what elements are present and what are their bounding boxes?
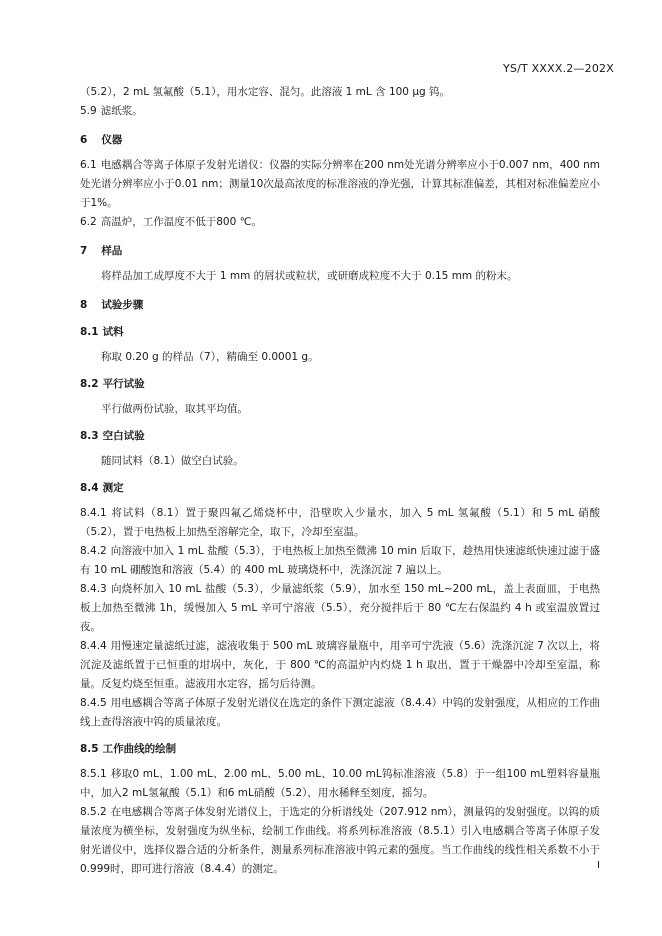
clause-number: 8.4.2: [80, 545, 107, 557]
paragraph: [80, 803, 600, 879]
clause-number: 8.2: [80, 378, 99, 390]
clause-text: 测定: [102, 482, 124, 494]
clause-number: 7: [80, 245, 88, 257]
clause-text: 在电感耦合等离子体发射光谱仪上，于选定的分析谱线处（207.912 nm），测量钨的发射强度。以钨的质量浓度为横坐标，发射强度为纵坐标，绘制工作曲线。将系列标准溶液（8.5.1）引入电感耦合等离子体原子发射光谱仪中，选择仪器合适的分析条件，测量系列标准溶液中钨元素的强度。当工作曲线的线性相关系数不小于0.999时，即可进行溶液（8.4.4）的测定。: [80, 806, 600, 875]
paragraph: [80, 504, 600, 542]
clause-text: 试料: [102, 326, 124, 338]
subsection-heading: [80, 323, 600, 342]
paragraph: [80, 694, 600, 732]
paragraph-body: [80, 267, 600, 286]
clause-text: 向溶液中加入 1 mL 盐酸（5.3），于电热板上加热至微沸 10 min 后取下，趁热用快速滤纸快速过滤于盛有 10 mL 硼酸饱和溶液（5.4）的 400 mL 玻璃烧杯中，洗涤沉淀 7 遍以上。: [80, 545, 600, 576]
paragraph: [80, 102, 600, 121]
section-heading: [80, 131, 600, 150]
subsection-heading: [80, 375, 600, 394]
clause-number: 8.5.1: [80, 768, 107, 780]
clause-text: 称取 0.20 g 的样品（7），精确至 0.0001 g。: [101, 351, 319, 363]
clause-text: 向烧杯加入 10 mL 盐酸（5.3），少量滤纸浆（5.9），加水至 150 mL~200 mL，盖上表面皿，于电热板上加热至微沸 1h，缓慢加入 5 mL 辛可宁溶液（5.5），充分搅拌后于 80 ℃左右保温约 4 h 或室温放置过夜。: [80, 583, 600, 633]
clause-number: 8.1: [80, 326, 99, 338]
clause-text: 平行做两份试验，取其平均值。: [101, 403, 248, 415]
clause-text: 样品: [101, 245, 123, 257]
paragraph: [80, 765, 600, 803]
clause-text: 空白试验: [102, 430, 145, 442]
clause-text: 将样品加工成厚度不大于 1 mm 的屑状或粒状，或研磨成粒度不大于 0.15 mm 的粉末。: [101, 270, 518, 282]
clause-number: 6.2: [80, 216, 97, 228]
clause-number: 6: [80, 134, 88, 146]
clause-text: 滤纸浆。: [100, 105, 143, 117]
clause-number: 8.3: [80, 430, 99, 442]
clause-text: 用慢速定量滤纸过滤，滤液收集于 500 mL 玻璃容量瓶中，用辛可宁洗液（5.6）洗涤沉淀 7 次以上，将沉淀及滤纸置于已恒重的坩埚中，灰化，于 800 ℃的高温炉内灼烧 1 h 取出，置于干燥器中冷却至室温，称量。反复灼烧至恒重。滤液用水定容，摇匀后待测。: [80, 640, 600, 690]
clause-text: （5.2），2 mL 氢氟酸（5.1），用水定容、混匀。此溶液 1 mL 含 100 μg 钨。: [80, 86, 451, 98]
clause-number: 8.4.3: [80, 583, 107, 595]
clause-number: 8.5: [80, 743, 99, 755]
clause-number: 8.4: [80, 482, 99, 494]
paragraph: [80, 83, 600, 102]
section-heading: [80, 296, 600, 315]
clause-text: 随同试料（8.1）做空白试验。: [101, 455, 244, 467]
clause-text: 试验步骤: [101, 299, 144, 311]
document-body: [80, 83, 600, 879]
clause-number: 6.1: [80, 159, 97, 171]
clause-number: 8.5.2: [80, 806, 107, 818]
paragraph: [80, 542, 600, 580]
paragraph: [80, 637, 600, 694]
paragraph: [80, 156, 600, 213]
section-heading: [80, 242, 600, 261]
clause-text: 将试料（8.1）置于聚四氟乙烯烧杯中，沿壁吹入少量水，加入 5 mL 氢氟酸（5.1）和 5 mL 硝酸（5.2），置于电热板上加热至溶解完全，取下，冷却至室温。: [80, 507, 600, 538]
clause-number: 8.4.5: [80, 697, 107, 709]
clause-text: 用电感耦合等离子体原子发射光谱仪在选定的条件下测定滤液（8.4.4）中钨的发射强度，从相应的工作曲线上查得溶液中钨的质量浓度。: [80, 697, 600, 728]
clause-number: 8: [80, 299, 88, 311]
paragraph-body: [80, 400, 600, 419]
subsection-heading: [80, 479, 600, 498]
clause-text: 仪器: [101, 134, 123, 146]
paragraph-body: [80, 348, 600, 367]
clause-number: 8.4.1: [80, 507, 107, 519]
clause-text: 平行试验: [102, 378, 145, 390]
subsection-heading: [80, 427, 600, 446]
paragraph-body: [80, 452, 600, 471]
page-number: I: [597, 860, 600, 871]
subsection-heading: [80, 740, 600, 759]
paragraph: [80, 580, 600, 637]
clause-text: 高温炉，工作温度不低于800 ℃。: [100, 216, 262, 228]
paragraph: [80, 213, 600, 232]
clause-number: 5.9: [80, 105, 97, 117]
clause-number: 8.4.4: [80, 640, 107, 652]
clause-text: 电感耦合等离子体原子发射光谱仪：仪器的实际分辨率在200 nm处光谱分辨率应小于0.007 nm，400 nm处光谱分辨率应小于0.01 nm；测量10次最高浓度的标准溶液的净光强，计算其标准偏差，其相对标准偏差应小于1%。: [80, 159, 600, 209]
clause-text: 移取0 mL、1.00 mL、2.00 mL、5.00 mL、10.00 mL钨标准溶液（5.8）于一组100 mL塑料容量瓶中，加入2 mL氢氟酸（5.1）和6 mL硝酸（5.2），用水稀释至刻度，摇匀。: [80, 768, 600, 799]
document-code: YS/T XXXX.2—202X: [503, 62, 614, 75]
clause-text: 工作曲线的绘制: [102, 743, 177, 755]
